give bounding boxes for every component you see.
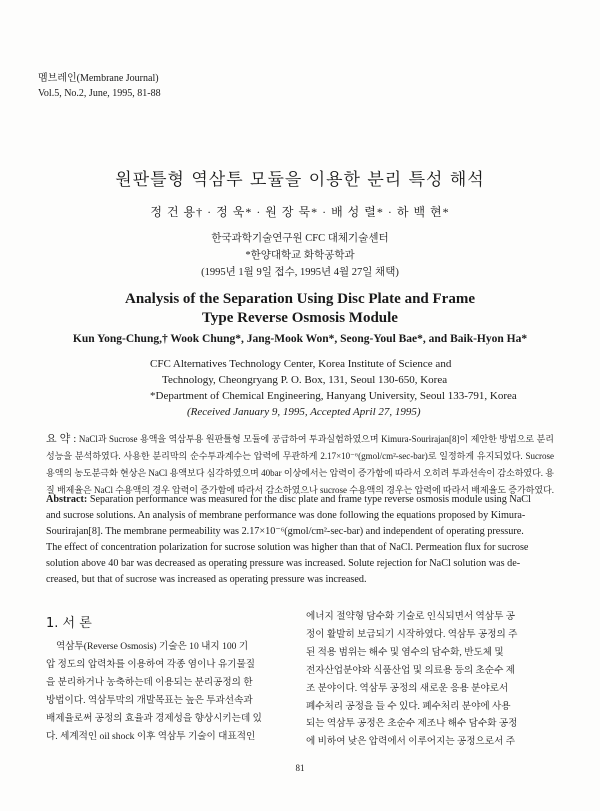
journal-volume: Vol.5, No.2, June, 1995, 81-88 [38,88,161,99]
korean-affiliation-line: 한국과학기술연구원 CFC 대체기술센터 [211,233,389,244]
body-line: 되는 역삼투 공정은 초순수 제조나 해수 담수화 공정 [306,718,518,730]
english-abstract-line: solution above 40 bar was decreased as operating pressure was increased. Solute rejection for NaCl solution was de- [46,558,521,569]
english-title [0,290,600,328]
english-affiliation-line: CFC Alternatives Technology Center, Korea Institute of Science and [150,358,452,370]
english-title-line: Type Reverse Osmosis Module [202,310,398,326]
korean-abstract-text: NaCl과 Sucrose 용액을 역삼투용 원판틀형 모듈에 공급하여 투과실험하였으며 Kimura-Sourirajan[8]이 제안한 방법으로 분리성능을 분석하였다. 사용한 분리막의 순수투과계수는 압력에 무관하게 2.17×10⁻⁶(gmol/cm²-sec-bar)로 일정하게 유지되었다. Sucrose 용액의 농도분극화 현상은 NaCl 용액보다 심각하였으며 40bar 이상에서는 압력이 증가함에 따라서 오히려 투과선속이 감소하였다. 용질 배제율은 NaCl 수용액의 경우 압력이 증가함에 따라서 감소하였으나 sucrose 수용액의 경우는 압력에 따라서 배제율도 증가하였다. [46,434,554,495]
korean-authors: 정 건 용† · 정 욱* · 원 장 묵* · 배 성 렬* · 하 백 현* [150,205,450,219]
body-line: 역삼투(Reverse Osmosis) 기술은 10 내지 100 기 [56,641,249,652]
english-affiliation-line: *Department of Chemical Engineering, Hanyang University, Seoul 133-791, Korea [150,390,517,402]
english-affiliation [150,356,517,420]
english-abstract-line: The effect of concentration polarization for sucrose solution was higher than that of NaCl. Permeation flux for sucrose [46,542,529,553]
english-affiliation-line: Technology, Cheongryang P. O. Box, 131, Seoul 130-650, Korea [162,374,448,386]
korean-abstract-label: 요 약 : [46,433,77,445]
journal-name: 멤브레인(Membrane Journal) [38,73,159,84]
body-line: 정이 활발히 보급되기 시작하였다. 역삼투 공정의 주 [306,628,518,640]
journal-citation [38,71,161,101]
body-line: 에너지 절약형 담수화 기술로 인식되면서 역삼투 공 [306,611,516,622]
body-line: 된 적용 범위는 해수 및 염수의 담수화, 반도체 및 [306,646,504,658]
section-heading: 1. 서 론 [46,616,92,631]
body-line: 다. 세계적인 oil shock 이후 역삼투 기술이 대표적인 [46,730,256,742]
body-line: 전자산업분야와 식품산업 및 의료용 등의 초순수 제 [306,664,516,676]
body-line: 압 정도의 압력차를 이용하여 각종 염이나 유기물질 [46,658,256,670]
english-title-line: Analysis of the Separation Using Disc Plate and Frame [125,291,475,307]
body-line: 에 비하여 낮은 압력에서 이루어지는 공정으로서 주 [306,736,516,748]
korean-title: 원판틀형 역삼투 모듈을 이용한 분리 특성 해석 [115,170,485,190]
body-line: 을 분리하거나 농축하는데 이용되는 분리공정의 한 [46,676,253,688]
english-abstract-label: Abstract: [46,494,88,505]
korean-affiliation-line: *한양대학교 화학공학과 [245,250,355,261]
english-abstract-line: Separation performance was measured for the disc plate and frame type reverse osmosis module using NaCl [87,494,531,505]
korean-affiliation [0,230,600,281]
received-dates: (Received January 9, 1995, Accepted April 27, 1995) [187,406,421,418]
korean-received-line: (1995년 1월 9일 접수, 1995년 4월 27일 채택) [201,267,399,278]
english-abstract-line: creased, but that of sucrose was increased as operating pressure was increased. [46,574,367,585]
english-authors: Kun Yong-Chung,† Wook Chung*, Jang-Mook Won*, Seong-Youl Bae*, and Baik-Hyon Ha* [72,333,528,345]
left-column [46,638,296,745]
page-number: 81 [295,763,305,773]
body-line: 배제율로써 공정의 효율과 경제성을 향상시키는데 있 [46,712,262,724]
english-abstract [46,492,554,588]
right-column [306,608,556,751]
body-line: 폐수처리 공정을 들 수 있다. 폐수처리 분야에 사용 [306,700,511,712]
english-abstract-line: and sucrose solutions. An analysis of membrane performance was done following the equations proposed by Kimura- [46,510,526,521]
body-line: 방법이다. 역삼투막의 개발목표는 높은 투과선속과 [46,694,253,706]
english-abstract-line: Sourirajan[8]. The membrane permeability was 2.17×10⁻⁶(gmol/cm²-sec-bar) and independent of operating pressure. [46,526,524,537]
korean-abstract [46,431,554,499]
body-line: 조 분야이다. 역삼투 공정의 새로운 응용 분야로서 [306,682,509,694]
